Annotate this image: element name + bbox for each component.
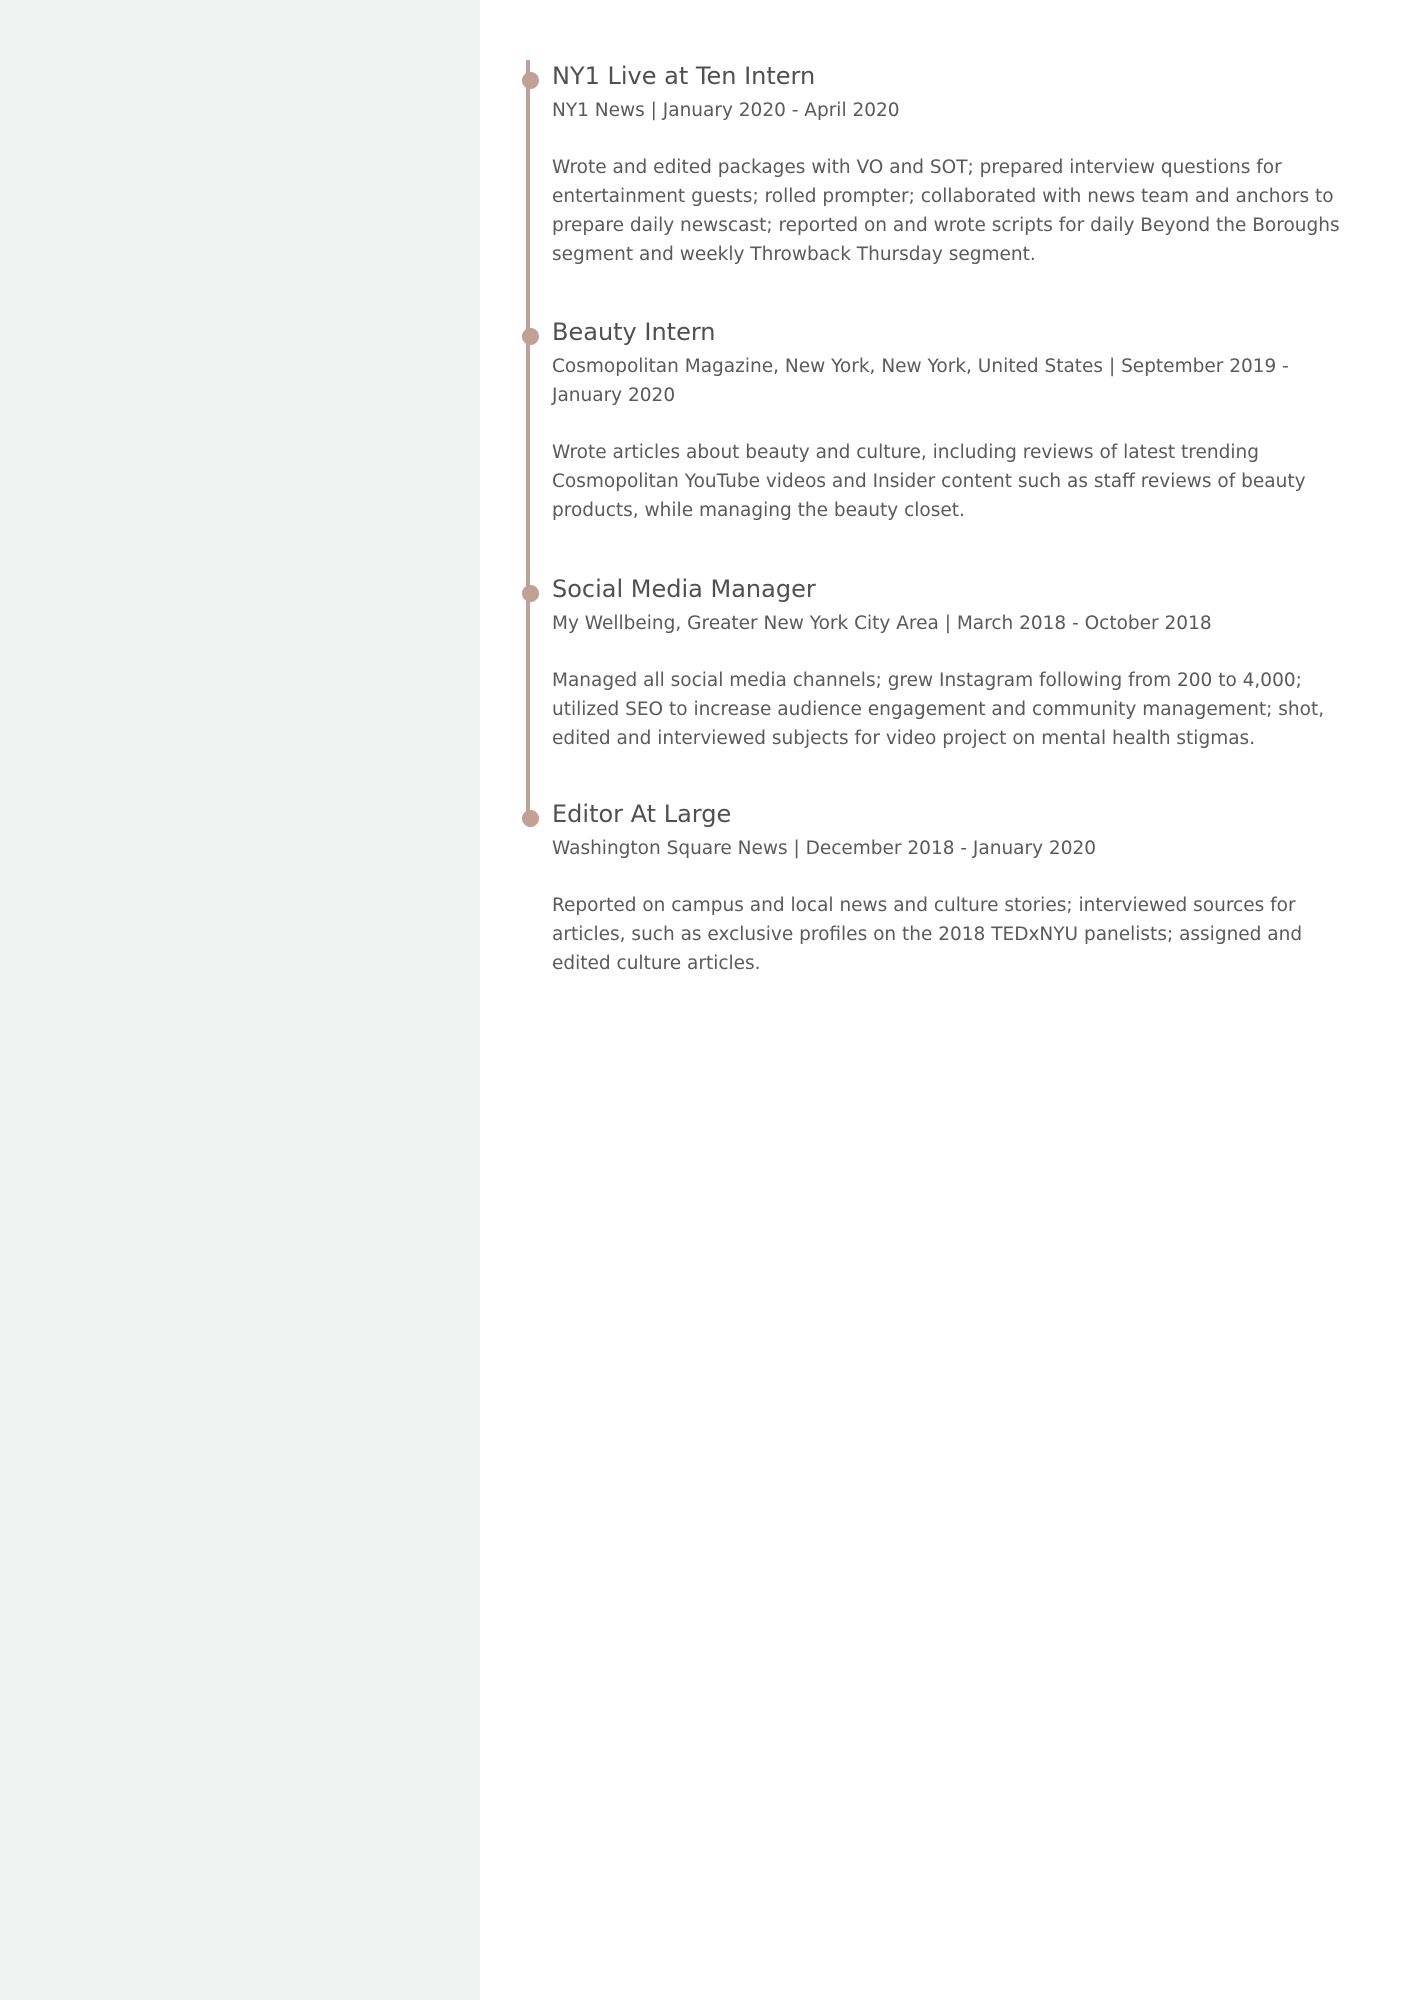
job-description: Reported on campus and local news and culture stories; interviewed sources for articles, such as exclusive profiles on the 2018 TEDxNYU panelists; assigned and edited culture articles. — [552, 895, 1303, 974]
job-description: Managed all social media channels; grew Instagram following from 200 to 4,000; utilized SEO to increase audience engagement and community management; shot, edited and interviewed subjects for video project on mental health stigmas. — [552, 670, 1325, 749]
job-meta: NY1 News | January 2020 - April 2020 — [552, 100, 900, 121]
job-meta: My Wellbeing, Greater New York City Area | March 2018 - October 2018 — [552, 613, 1212, 634]
timeline-dot — [522, 810, 539, 827]
job-title: NY1 Live at Ten Intern — [552, 62, 816, 90]
job-description: Wrote articles about beauty and culture, including reviews of latest trending Cosmopolitan YouTube videos and Insider content such as staff reviews of beauty products, while managing the beauty closet. — [552, 442, 1306, 521]
experience-entry — [552, 60, 1352, 269]
job-meta: Washington Square News | December 2018 - January 2020 — [552, 838, 1097, 859]
timeline-line — [526, 60, 530, 816]
job-description: Wrote and edited packages with VO and SOT; prepared interview questions for entertainment guests; rolled prompter; collaborated with news team and anchors to prepare daily newscast; reported on and wrote scripts for daily Beyond the Boroughs segment and weekly Throwback Thursday segment. — [552, 157, 1340, 265]
experience-entry — [552, 573, 1352, 753]
timeline-dot — [522, 328, 539, 345]
job-meta: Cosmopolitan Magazine, New York, New York, United States | September 2019 - January 2020 — [552, 356, 1289, 406]
timeline-dot — [522, 585, 539, 602]
left-sidebar — [0, 0, 480, 2000]
job-title: Editor At Large — [552, 800, 732, 828]
experience-timeline — [480, 0, 1414, 2000]
experience-entry — [552, 316, 1352, 525]
experience-entry — [552, 798, 1352, 978]
job-title: Social Media Manager — [552, 575, 816, 603]
job-title: Beauty Intern — [552, 318, 716, 346]
timeline-dot — [522, 72, 539, 89]
